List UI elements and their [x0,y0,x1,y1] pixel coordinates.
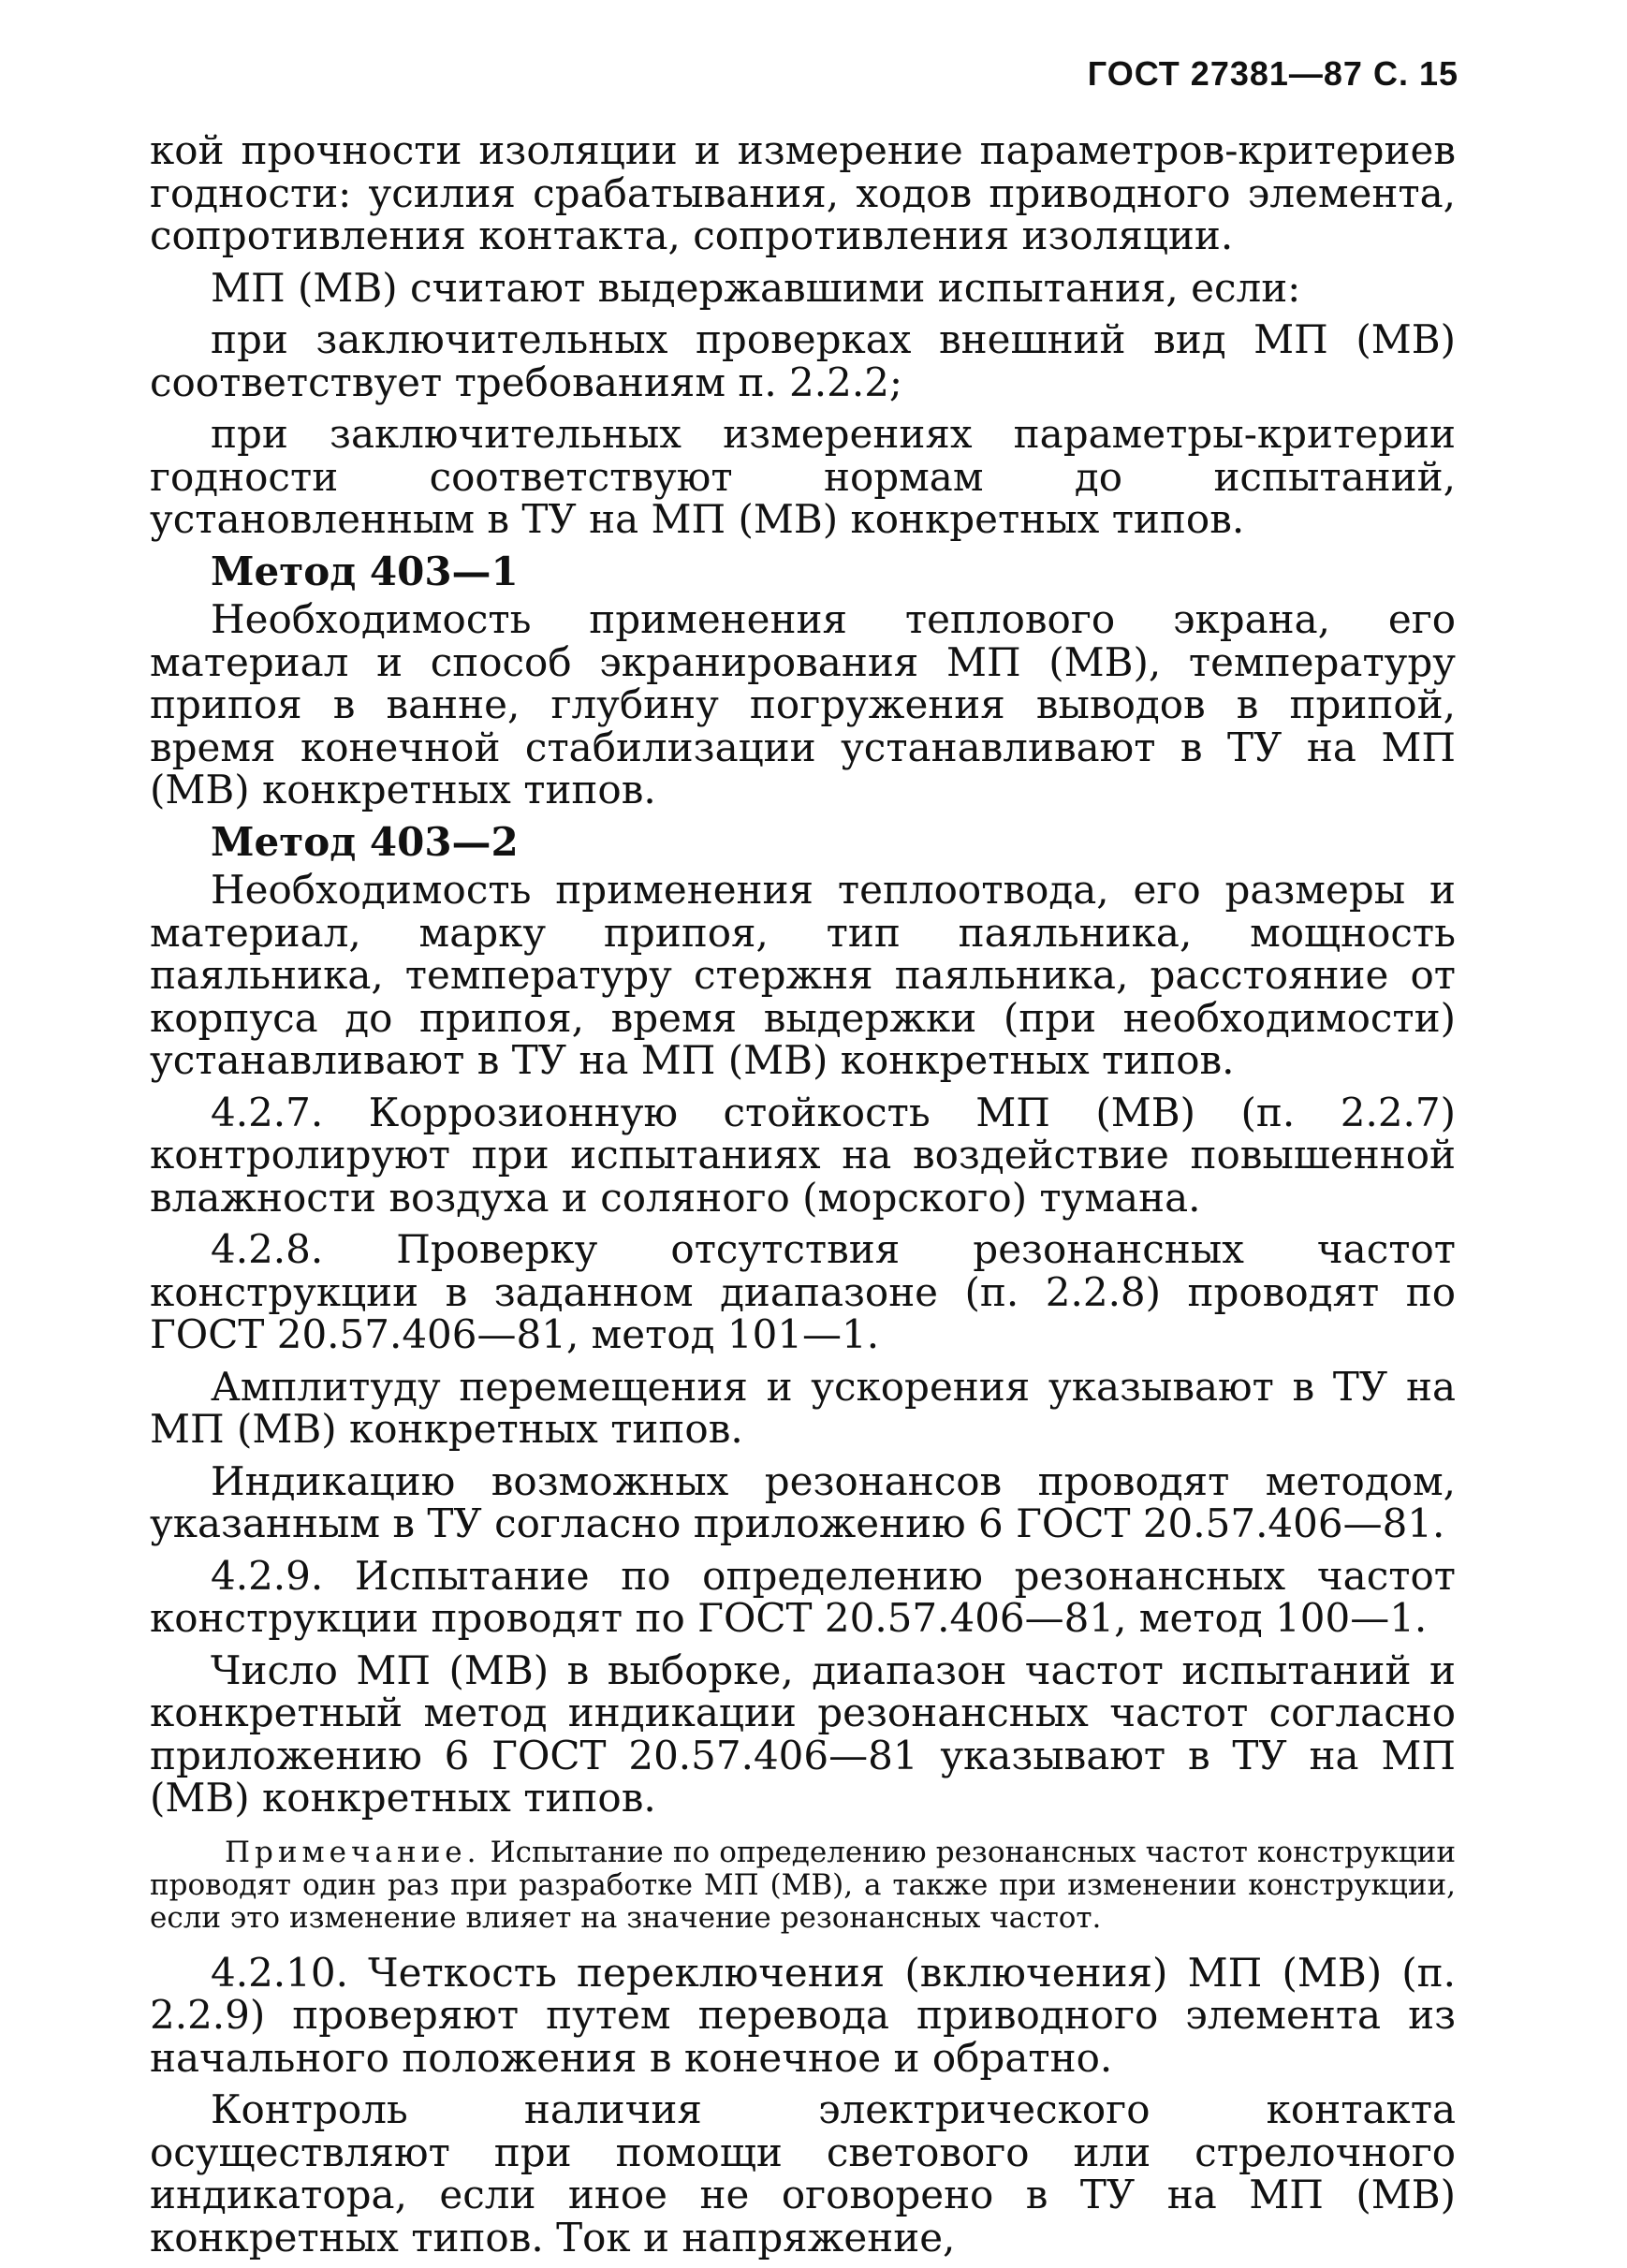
paragraph: Число МП (МВ) в выборке, диапазон частот испытаний и конкретный метод индикации резонансных частот согласно приложению 6 ГОСТ 20.57.406—81 указывают в ТУ на МП (МВ) конкретных типов. [150,1646,1456,1821]
paragraph: МП (МВ) считают выдержавшими испытания, если: [211,264,1301,311]
note [150,1836,1456,1935]
paragraph: кой прочности изоляции и измерение параметров-критериев годности: усилия срабатывания, ходов приводного элемента, сопротивления контакта, сопротивления изоляции. [150,127,1456,258]
paragraph: 4.2.8. Проверку отсутствия резонансных частот конструкции в заданном диапазоне (п. 2.2.8) проводят по ГОСТ 20.57.406—81, метод 101—1. [150,1226,1456,1357]
paragraph: Контроль наличия электрического контакта осуществляют при помощи светового или стрелочного индикатора, если иное не оговорено в ТУ на МП (МВ) конкретных типов. Ток и напряжение, [150,2086,1456,2261]
method-heading: Метод 403—2 [211,818,519,865]
paragraph: при заключительных проверках внешний вид МП (МВ) соответствует требованиям п. 2.2.2; [150,316,1456,405]
paragraph: Необходимость применения теплоотвода, его размеры и материал, марку припоя, тип паяльника, мощность паяльника, температуру стержня паяльника, расстояние от корпуса до припоя, время выдержки (при необходимости) устанавливают в ТУ на МП (МВ) конкретных типов. [150,867,1456,1083]
note-label: Примечание. [225,1835,481,1869]
paragraph: 4.2.7. Коррозионную стойкость МП (МВ) (п. 2.2.7) контролируют при испытаниях на воздействие повышенной влажности воздуха и соляного (морского) тумана. [150,1089,1456,1221]
running-header: ГОСТ 27381—87 С. 15 [1087,54,1458,93]
paragraph: Необходимость применения теплового экрана, его материал и способ экранирования МП (МВ), температуру припоя в ванне, глубину погружения выводов в припой, время конечной стабилизации устанавливают в ТУ на МП (МВ) конкретных типов. [150,596,1456,812]
paragraph: при заключительных измерениях параметры-критерии годности соответствуют нормам до испытаний, установленным в ТУ на МП (МВ) конкретных типов. [150,411,1456,542]
paragraph: Амплитуду перемещения и ускорения указывают в ТУ на МП (МВ) конкретных типов. [150,1363,1456,1452]
paragraph: Индикацию возможных резонансов проводят методом, указанным в ТУ согласно приложению 6 ГОСТ 20.57.406—81. [150,1457,1456,1546]
paragraph: 4.2.10. Четкость переключения (включения) МП (МВ) (п. 2.2.9) проверяют путем перевода приводного элемента из начального положения в конечное и обратно. [150,1949,1456,2081]
note-text: Испытание по определению резонансных частот конструкции проводят один раз при разработке МП (МВ), а также при изменении конструкции, если это изменение влияет на значение резонансных частот. [150,1835,1456,1935]
paragraph: 4.2.9. Испытание по определению резонансных частот конструкции проводят по ГОСТ 20.57.406—81, метод 100—1. [150,1552,1456,1641]
method-heading: Метод 403—1 [211,548,519,594]
body-text [150,129,1456,2268]
